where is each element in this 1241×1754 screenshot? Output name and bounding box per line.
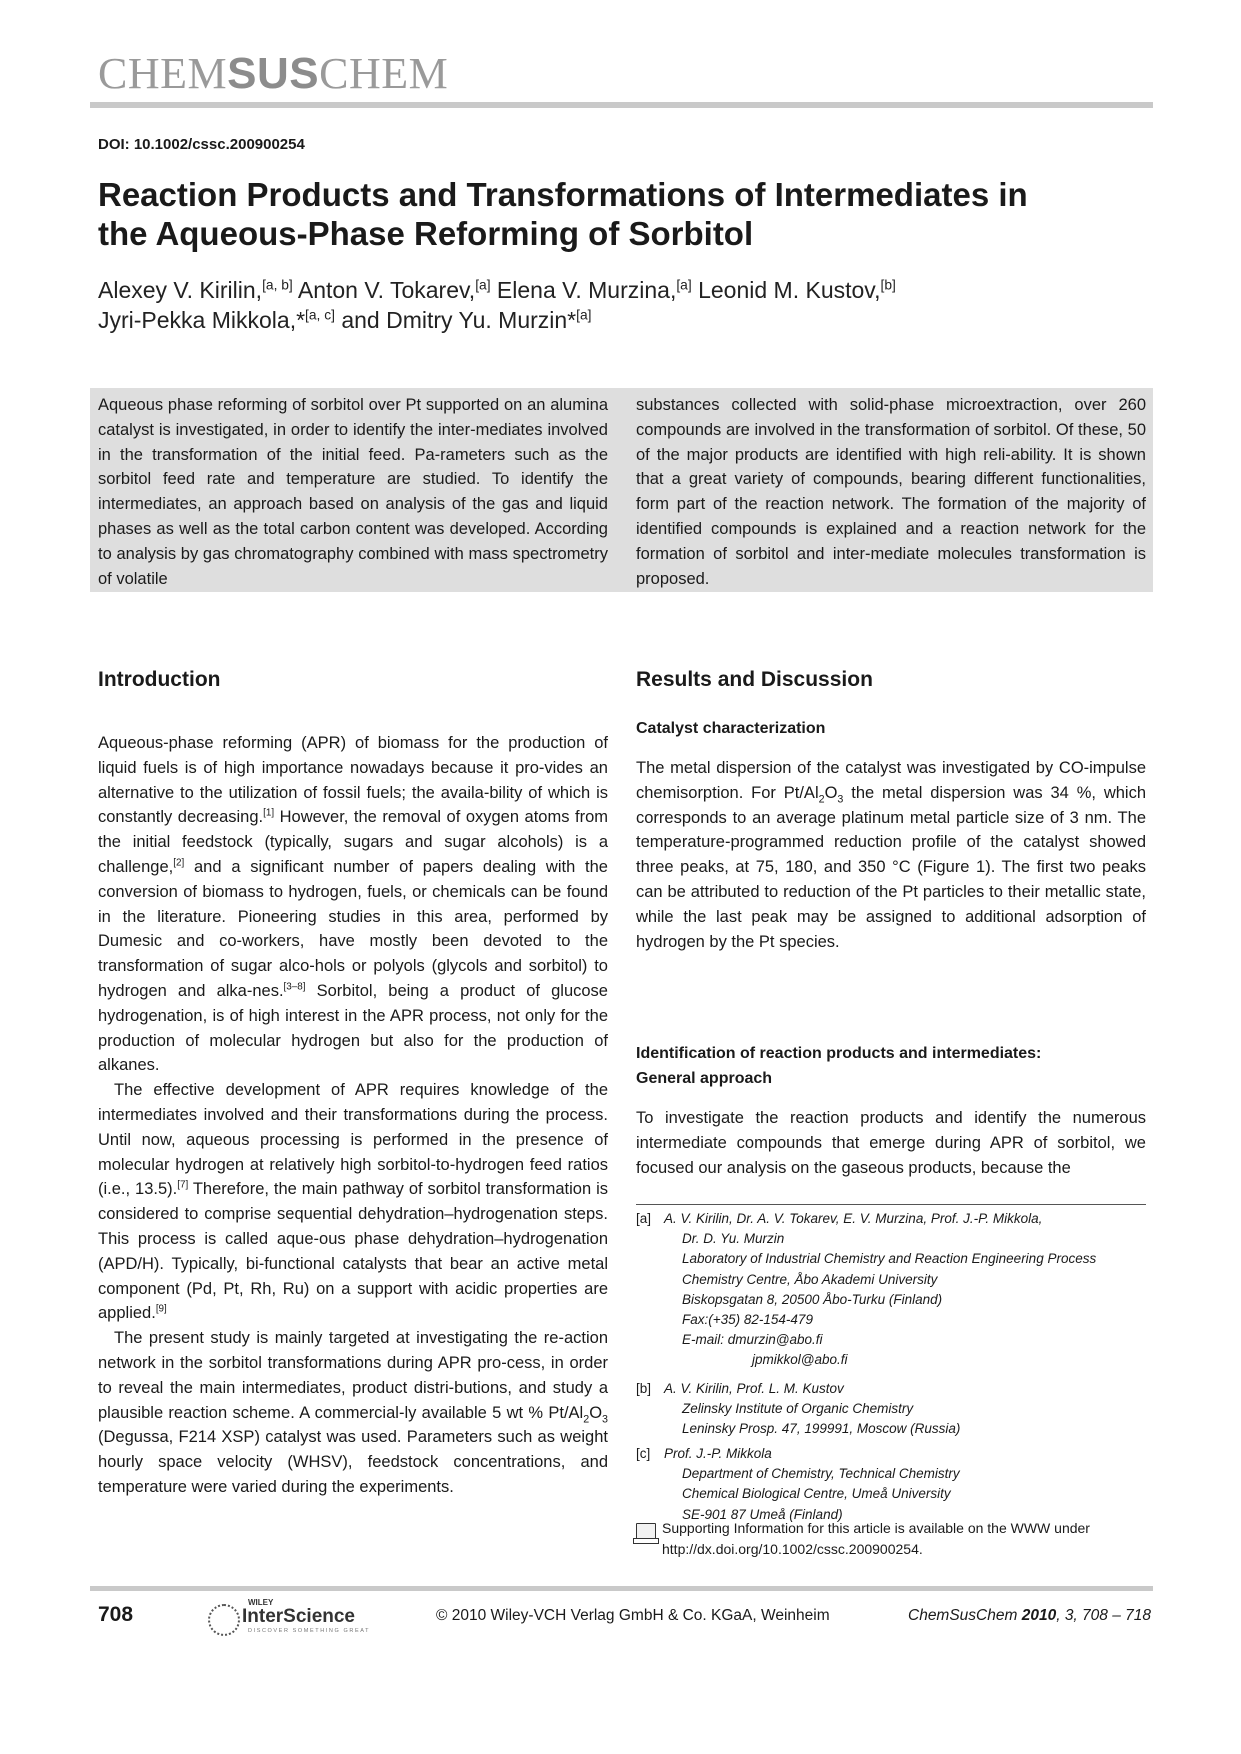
affiliation-line: A. V. Kirilin, Prof. L. M. Kustov xyxy=(664,1381,844,1396)
header-divider xyxy=(90,102,1153,108)
text-run: Aqueous-phase reforming (APR) of biomass for the production of liquid fuels is of high importance nowadays because it pro-vides an alternative to the utilization of fossil fuels; the availa-bility of which is constantly decreasing. xyxy=(98,734,608,827)
text-run: However, the removal of oxygen atoms from the initial feedstock (typically, sugars and sugar alcohols) is a challenge, xyxy=(98,808,608,876)
author-affiliation-ref: [a, b] xyxy=(262,277,293,293)
author-affiliation-ref: [b] xyxy=(880,277,896,293)
affiliation-line: Prof. J.-P. Mikkola xyxy=(664,1446,772,1461)
affiliation-b xyxy=(636,1379,1146,1440)
publisher-tagline: DISCOVER SOMETHING GREAT xyxy=(248,1628,371,1634)
author-name: Jyri-Pekka Mikkola,* xyxy=(98,307,306,333)
author-name: Alexey V. Kirilin, xyxy=(98,277,263,303)
publisher-logo xyxy=(208,1598,373,1638)
reference-citation: [9] xyxy=(155,1303,167,1315)
reference-citation: [2] xyxy=(173,857,185,869)
author-name: Elena V. Murzina, xyxy=(490,277,677,303)
introduction-heading: Introduction xyxy=(98,668,221,691)
reference-citation: [1] xyxy=(263,807,275,819)
subscript: 2 xyxy=(818,793,825,806)
subscript: 2 xyxy=(583,1412,590,1425)
subscript: 3 xyxy=(602,1412,608,1425)
journal-logo-part3: CHEM xyxy=(319,49,449,98)
introduction-body xyxy=(98,731,608,1500)
text-run: (Degussa, F214 XSP) catalyst was used. Parameters such as weight hourly space velocity (WHSV), feedstock concentrations, and temperature were varied during the experiments. xyxy=(98,1428,608,1496)
affiliation-line: Laboratory of Industrial Chemistry and Reaction Engineering Process xyxy=(682,1251,1097,1267)
affiliation-c xyxy=(636,1444,1146,1525)
abstract-left-column: Aqueous phase reforming of sorbitol over Pt supported on an alumina catalyst is investigated, in order to identify the inter-mediates involved in the transformation of the initial feed. Pa-rameters such as the sorbitol feed rate and temperature are studied. To identify the intermediates, an approach based on analysis of the gas and liquid phases as well as the total carbon content was developed. According to analysis by gas chromatography combined with mass spectrometry of volatile xyxy=(98,396,608,588)
introduction-paragraph-1 xyxy=(98,731,608,1078)
supporting-information-note: Supporting Information for this article is available on the WWW under http://dx.doi.org/10.1002/cssc.200900254. xyxy=(662,1520,1090,1557)
identification-body xyxy=(636,1106,1146,1180)
reference-citation: [3–8] xyxy=(283,981,306,993)
doi-label: DOI: 10.1002/cssc.200900254 xyxy=(98,136,305,153)
affiliation-line: SE-901 87 Umeå (Finland) xyxy=(682,1506,843,1522)
affiliation-line: Dr. D. Yu. Murzin xyxy=(682,1231,785,1247)
author-affiliation-ref: [a] xyxy=(576,307,592,323)
copyright-notice: © 2010 Wiley-VCH Verlag GmbH & Co. KGaA, Weinheim xyxy=(436,1607,830,1624)
journal-logo xyxy=(98,49,449,98)
title-line-2: the Aqueous-Phase Reforming of Sorbitol xyxy=(98,215,754,252)
affiliation-line: Chemical Biological Centre, Umeå University xyxy=(682,1486,951,1502)
footer-divider xyxy=(90,1586,1153,1591)
text-run: Therefore, the main pathway of sorbitol transformation is considered to comprise sequential dehydration–hydrogenation steps. This process is called aque-ous phase dehydration–hydrogenation (APD/H). Typically, bi-functional catalysts that bear an active metal component (Pd, Pt, Rh, Ru) on a support with acidic properties are applied. xyxy=(98,1180,608,1323)
publisher-small-label: WILEY xyxy=(248,1598,274,1607)
affiliation-line: Department of Chemistry, Technical Chemistry xyxy=(682,1466,960,1482)
journal-logo-part1: CHEM xyxy=(98,49,228,98)
identification-paragraph: To investigate the reaction products and identify the numerous intermediate compounds that emerge during APR of sorbitol, we focused our analysis on the gaseous products, because the xyxy=(636,1109,1146,1177)
affiliation-line: Biskopsgatan 8, 20500 Åbo-Turku (Finland) xyxy=(682,1291,943,1307)
text-run: O xyxy=(824,783,838,802)
subscript: 3 xyxy=(837,793,844,806)
catalyst-paragraph xyxy=(636,756,1146,954)
identification-heading-line-1: Identification of reaction products and intermediates: xyxy=(636,1045,1042,1062)
identification-heading-line-2: General approach xyxy=(636,1070,773,1087)
affiliation-tag: [c] xyxy=(636,1446,651,1461)
publisher-name: InterScience xyxy=(242,1606,355,1627)
globe-icon xyxy=(208,1604,240,1636)
title-line-1: Reaction Products and Transformations of Intermediates in xyxy=(98,176,1028,213)
citation-journal: ChemSusChem xyxy=(908,1607,1022,1624)
author-list xyxy=(98,275,1158,335)
affiliation-line: Chemistry Centre, Åbo Akademi University xyxy=(682,1271,938,1287)
introduction-paragraph-3 xyxy=(98,1326,608,1500)
catalyst-characterization-body xyxy=(636,756,1146,954)
authors-line-2 xyxy=(98,305,1158,335)
author-affiliation-ref: [a] xyxy=(676,277,692,293)
author-name: Leonid M. Kustov, xyxy=(691,277,881,303)
affiliation-a xyxy=(636,1209,1146,1371)
affiliation-line: Leninsky Prosp. 47, 199991, Moscow (Russia) xyxy=(682,1421,961,1437)
computer-icon xyxy=(636,1523,656,1539)
reference-citation: [7] xyxy=(177,1179,189,1191)
text-run: Sorbitol, being a product of glucose hydrogenation, is of high interest in the APR process, not only for the production of molecular hydrogen but also for the production of alkanes. xyxy=(98,981,608,1075)
author-affiliation-ref: [a] xyxy=(475,277,491,293)
affiliation-email: E-mail: dmurzin@abo.fi xyxy=(682,1332,823,1348)
journal-logo-part2: SUS xyxy=(227,49,320,98)
text-run: the metal dispersion was 34 %, which corresponds to an average platinum metal particle size of 3 nm. The temperature-programmed reduction profile of the catalyst showed three peaks, at 75, 180, and 350 °C (Figure 1). The first two peaks can be attributed to reduction of the Pt particles to their metallic state, while the last peak may be assigned to additional adsorption of hydrogen by the Pt species. xyxy=(636,783,1147,951)
affiliation-email: jpmikkol@abo.fi xyxy=(752,1352,848,1368)
citation-pages: , 3, 708 – 718 xyxy=(1056,1607,1152,1624)
text-run: O xyxy=(589,1403,603,1422)
catalyst-characterization-heading: Catalyst characterization xyxy=(636,720,826,737)
affiliation-line: Fax:(+35) 82-154-479 xyxy=(682,1312,813,1328)
author-name: Anton V. Tokarev, xyxy=(292,277,476,303)
affiliation-line: Zelinsky Institute of Organic Chemistry xyxy=(682,1401,914,1417)
text-run: The effective development of APR requires knowledge of the intermediates involved and their transformations during the process. Until now, aqueous processing is performed in the presence of molecular hydrogen at relatively high sorbitol-to-hydrogen feed ratios (i.e., 13.5). xyxy=(98,1081,608,1199)
text-run: and a significant number of papers dealing with the conversion of biomass to hydrogen, fuels, or chemicals can be found in the literature. Pioneering studies in this area, performed by Dumesic and co-workers, have mostly been devoted to the transformation of sugar alco-hols or polyols (glycols and sorbitol) to hydrogen and alka-nes. xyxy=(98,857,608,1000)
affiliation-tag: [b] xyxy=(636,1381,652,1396)
affiliation-line: A. V. Kirilin, Dr. A. V. Tokarev, E. V. Murzina, Prof. J.-P. Mikkola, xyxy=(664,1211,1043,1226)
results-heading: Results and Discussion xyxy=(636,668,873,691)
affiliation-tag: [a] xyxy=(636,1211,652,1226)
author-name: and Dmitry Yu. Murzin* xyxy=(334,307,577,333)
page-number: 708 xyxy=(98,1603,134,1626)
identification-heading xyxy=(636,1041,1041,1091)
article-title xyxy=(98,175,1158,253)
abstract-right-column: substances collected with solid-phase microextraction, over 260 compounds are involved in the transformation of sorbitol. Of these, 50 of the major products are identified with high reli-ability. It is shown that a great variety of compounds, bearing different functionalities, form part of the reaction network. The formation of the majority of identified compounds is explained and a reaction network for the formation of sorbitol and inter-mediate molecules transformation is proposed. xyxy=(636,396,1146,588)
citation-year: 2010 xyxy=(1021,1607,1057,1624)
affiliations-divider xyxy=(636,1204,1146,1205)
introduction-paragraph-2 xyxy=(98,1078,608,1326)
author-affiliation-ref: [a, c] xyxy=(305,307,335,323)
authors-line-1 xyxy=(98,275,1158,305)
text-run: The present study is mainly targeted at investigating the re-action network in the sorbitol transformations during APR pro-cess, in order to reveal the main intermediates, product distri-butions, and study a plausible reaction scheme. A commercial-ly available 5 wt % Pt/Al xyxy=(98,1329,608,1422)
journal-citation xyxy=(908,1607,1151,1625)
text-run: The metal dispersion of the catalyst was investigated by CO-impulse chemisorption. For Pt/Al xyxy=(636,759,1146,802)
